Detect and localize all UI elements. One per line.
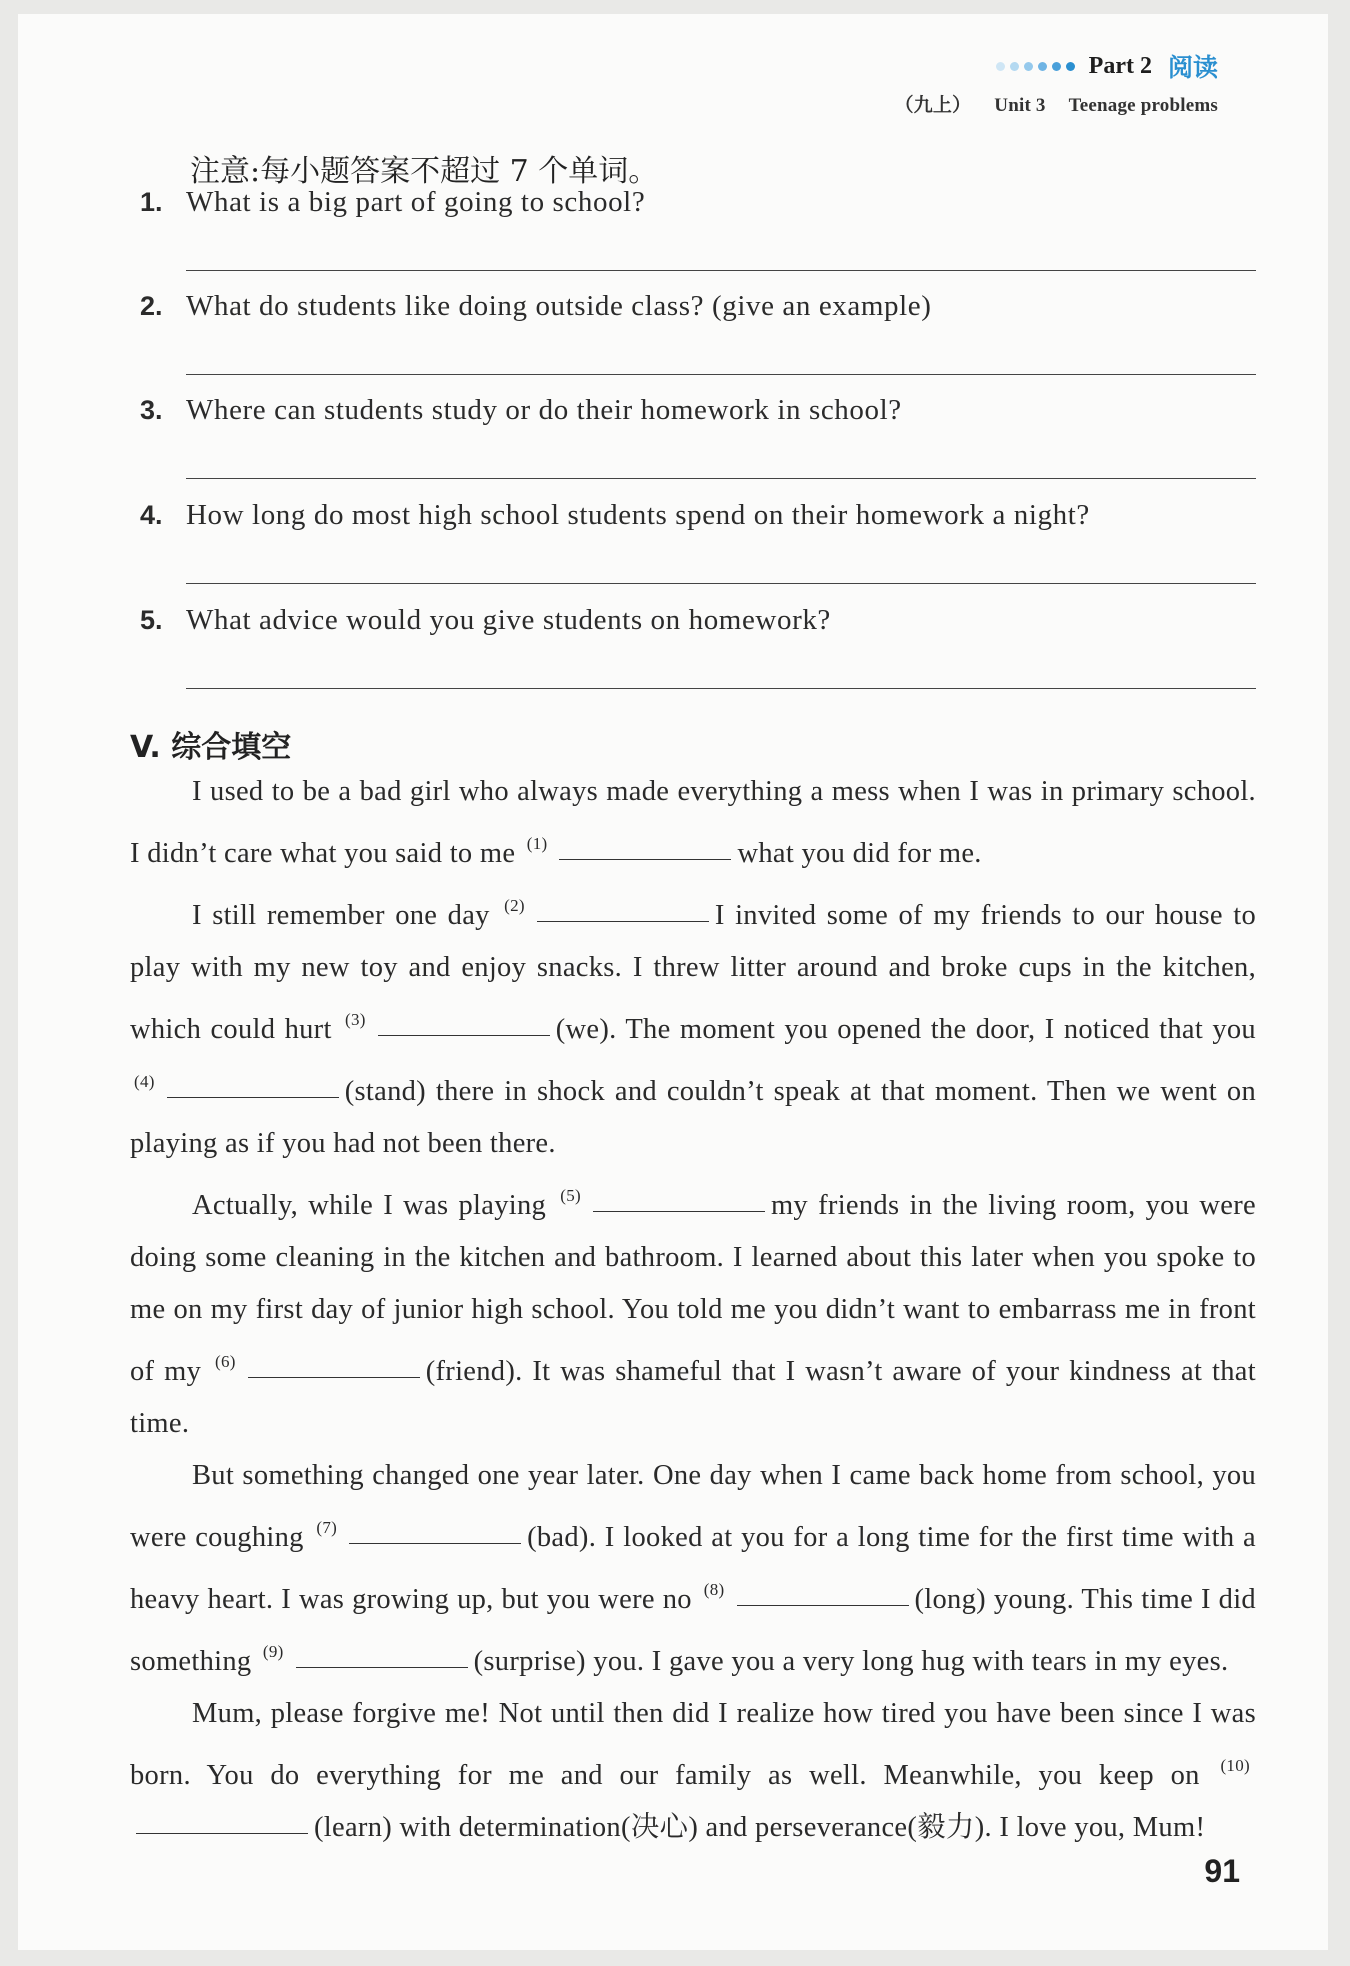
passage-text: my friends in the living room, you were doing some cleaning in the kitchen and bathroom. I learned about this later when you spoke to me on my first day of junior high school. You told me you didn’t want to embarrass me in front of my: [130, 1190, 1256, 1387]
question-number: 3.: [140, 395, 163, 425]
question-5: [140, 604, 1260, 637]
blank-8[interactable]: [737, 1604, 909, 1606]
paragraph-4: [130, 1450, 1256, 1688]
question-2: [140, 290, 1260, 323]
answer-line-3[interactable]: [186, 478, 1256, 479]
page-number: 91: [1204, 1853, 1240, 1889]
page-header: [895, 48, 1218, 117]
dot-1: [996, 62, 1005, 71]
part-cn-label: 阅读: [1167, 53, 1218, 82]
passage-text: (surprise) you. I gave you a very long hug with tears in my eyes.: [473, 1646, 1229, 1677]
part-label: Part 2: [1088, 52, 1152, 79]
passage-text: what you did for me.: [737, 838, 982, 869]
blank-number: (8): [703, 1580, 725, 1599]
question-text: What do students like doing outside class? (give an example): [186, 290, 932, 322]
passage-text: Actually, while I was playing: [192, 1190, 547, 1221]
cloze-passage: [130, 766, 1256, 1854]
dot-5: [1052, 62, 1061, 71]
blank-number: (9): [262, 1642, 284, 1661]
answer-line-5[interactable]: [186, 688, 1256, 689]
blank-number: (5): [560, 1186, 581, 1205]
passage-text: I invited some of my friends to our house to play with my new toy and enjoy snacks. I threw litter around and broke cups in the kitchen, which could hurt: [130, 900, 1256, 1045]
blank-1[interactable]: [559, 858, 731, 860]
paragraph-3: [130, 1170, 1256, 1450]
question-number: 4.: [140, 500, 163, 530]
dot-2: [1010, 62, 1019, 71]
blank-number: (2): [504, 896, 525, 915]
unit-label: Unit 3: [994, 95, 1046, 116]
passage-text: (we). The moment you opened the door, I noticed that you: [555, 1014, 1256, 1045]
decorative-dots: [996, 62, 1075, 71]
answer-line-4[interactable]: [186, 583, 1256, 584]
instruction-note: 注意:每小题答案不超过 7 个单词。: [190, 154, 659, 189]
paragraph-1: [130, 766, 1256, 880]
grade-label: （九上）: [894, 95, 972, 116]
passage-text: I still remember one day: [192, 900, 490, 931]
question-number: 2.: [140, 291, 163, 321]
blank-6[interactable]: [248, 1376, 420, 1378]
question-text: What is a big part of going to school?: [186, 186, 646, 218]
blank-number: (10): [1220, 1756, 1250, 1775]
passage-text: Mum, please forgive me! Not until then did I realize how tired you have been since I was born. You do everything for me and our family as well. Meanwhile, you keep on: [130, 1698, 1256, 1791]
paragraph-5: [130, 1688, 1256, 1854]
answer-line-1[interactable]: [186, 270, 1256, 271]
question-text: What advice would you give students on homework?: [186, 604, 831, 636]
blank-number: (4): [134, 1072, 155, 1091]
blank-3[interactable]: [378, 1034, 550, 1036]
paragraph-2: [130, 880, 1256, 1170]
question-number: 5.: [140, 605, 163, 635]
blank-7[interactable]: [349, 1542, 521, 1544]
question-text: Where can students study or do their homework in school?: [186, 394, 902, 426]
blank-number: (3): [344, 1010, 366, 1029]
blank-number: (1): [526, 834, 548, 853]
workbook-page: [18, 14, 1328, 1950]
blank-number: (7): [316, 1518, 338, 1537]
passage-text: But something changed one year later. One day when I came back home from school, you were coughing: [130, 1460, 1256, 1553]
passage-text: (friend). It was shameful that I wasn’t aware of your kindness at that time.: [130, 1356, 1256, 1439]
blank-number: (6): [214, 1352, 236, 1371]
blank-9[interactable]: [296, 1666, 468, 1668]
dot-3: [1024, 62, 1033, 71]
unit-title: Teenage problems: [1068, 95, 1218, 116]
question-1: [140, 186, 1260, 219]
question-3: [140, 394, 1260, 427]
question-4: [140, 499, 1260, 532]
dot-6: [1066, 62, 1075, 71]
answer-line-2[interactable]: [186, 374, 1256, 375]
passage-text: (bad). I looked at you for a long time for the first time with a heavy heart. I was growing up, but you were no: [130, 1522, 1256, 1615]
passage-text: (stand) there in shock and couldn’t speak at that moment. Then we went on playing as if you had not been there.: [130, 1076, 1256, 1159]
passage-text: (long) young. This time I did something: [130, 1584, 1256, 1677]
blank-5[interactable]: [593, 1210, 765, 1212]
blank-10[interactable]: [136, 1832, 308, 1834]
question-number: 1.: [140, 187, 163, 217]
passage-text: I used to be a bad girl who always made everything a mess when I was in primary school. I didn’t care what you said to me: [130, 776, 1256, 869]
dot-4: [1038, 62, 1047, 71]
question-text: How long do most high school students spend on their homework a night?: [186, 499, 1090, 531]
blank-2[interactable]: [537, 920, 709, 922]
section-title: V. 综合填空: [130, 730, 292, 765]
passage-text: (learn) with determination(决心) and perseverance(毅力). I love you, Mum!: [314, 1812, 1206, 1843]
blank-4[interactable]: [167, 1096, 339, 1098]
